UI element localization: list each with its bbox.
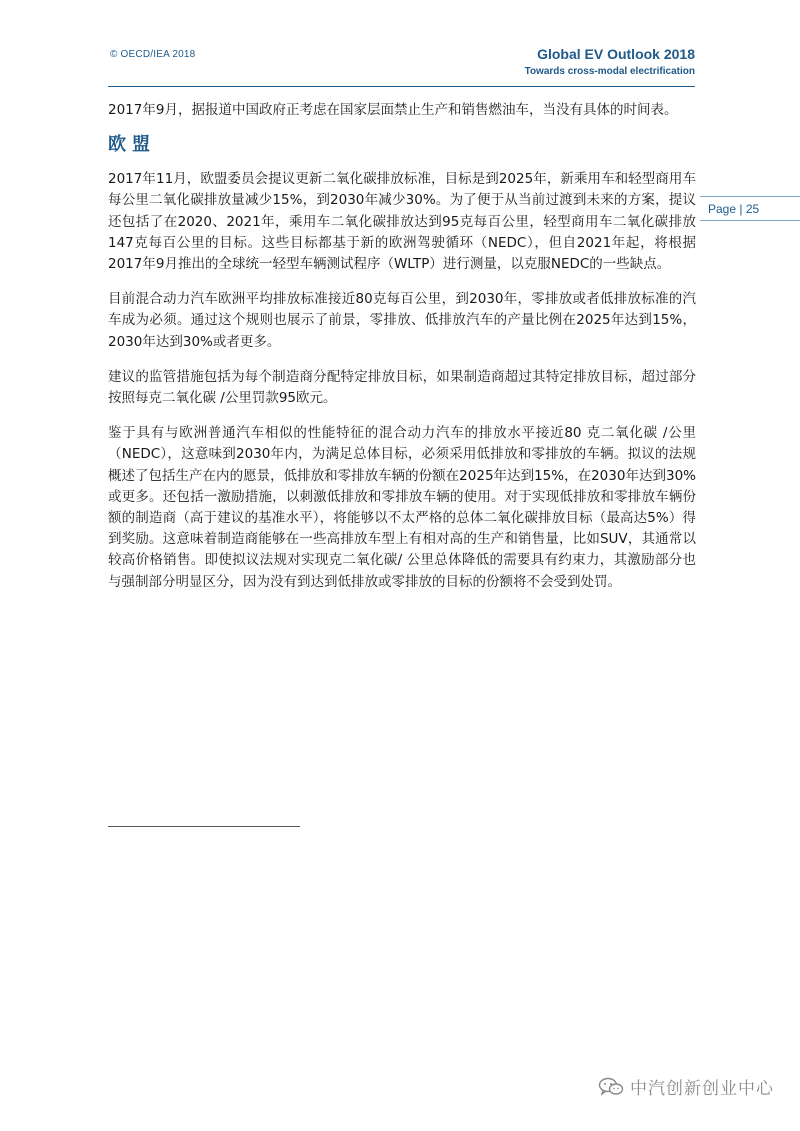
header-rule [108,86,695,87]
page-marker [700,196,800,221]
page-separator: | [739,202,743,216]
page-word: Page [708,202,737,216]
main-content [108,100,696,593]
copyright-notice: © OECD/IEA 2018 [110,49,196,60]
report-title: Global EV Outlook 2018 [537,46,695,62]
page-number: 25 [745,202,760,216]
body-paragraph: 2017年11月，欧盟委员会提议更新二氧化碳排放标准，目标是到2025年，新乘用车和轻型商用车每公里二氧化碳排放量减少15%，到2030年减少30%。为了便于从当前过渡到未来的方案，提议还包括了在2020、2021年，乘用车二氧化碳排放达到95克每百公里，轻型商用车二氧化碳排放147克每百公里的目标。这些目标都基于新的欧洲驾驶循环（NEDC），但自2021年起，将根据2017年9月推出的全球统一轻型车辆测试程序（WLTP）进行测量，以克服NEDC的一些缺点。 [108,171,696,273]
page-number-label [708,202,759,216]
intro-paragraph: 2017年9月，据报道中国政府正考虑在国家层面禁止生产和销售燃油车，当没有具体的时间表。 [108,102,678,118]
body-paragraph: 目前混合动力汽车欧洲平均排放标准接近80克每百公里，到2030年，零排放或者低排放标准的汽车成为必须。通过这个规则也展示了前景，零排放、低排放汽车的产量比例在2025年达到15%，2030年达到30%或者更多。 [108,291,696,350]
section-heading: 欧盟 [108,134,156,156]
wechat-icon [598,1077,624,1097]
report-subtitle: Towards cross-modal electrification [524,66,695,77]
footnote-rule [108,826,300,827]
watermark [598,1074,774,1099]
body-paragraph: 建议的监管措施包括为每个制造商分配特定排放目标，如果制造商超过其特定排放目标，超过部分按照每克二氧化碳 /公里罚款95欧元。 [108,368,696,407]
watermark-text: 中汽创新创业中心 [630,1079,774,1099]
body-paragraph: 鉴于具有与欧洲普通汽车相似的性能特征的混合动力汽车的排放水平接近80 克二氧化碳 /公里（NEDC），这意味到2030年内，为满足总体目标，必须采用低排放和零排放的车辆。拟议的法规概述了包括生产在内的愿景，低排放和零排放车辆的份额在2025年达到15%，在2030年达到30%或更多。还包括一激励措施，以刺激低排放和零排放车辆的使用。对于实现低排放和零排放车辆份额的制造商（高于建议的基准水平），将能够以不太严格的总体二氧化碳排放目标（最高达5%）得到奖励。这意味着制造商能够在一些高排放车型上有相对高的生产和销售量，比如SUV，其通常以较高价格销售。即使拟议法规对实现克二氧化碳/ 公里总体降低的需要具有约束力，其激励部分也与强制部分明显区分，因为没有到达到低排放或零排放的目标的份额将不会受到处罚。 [108,425,696,590]
